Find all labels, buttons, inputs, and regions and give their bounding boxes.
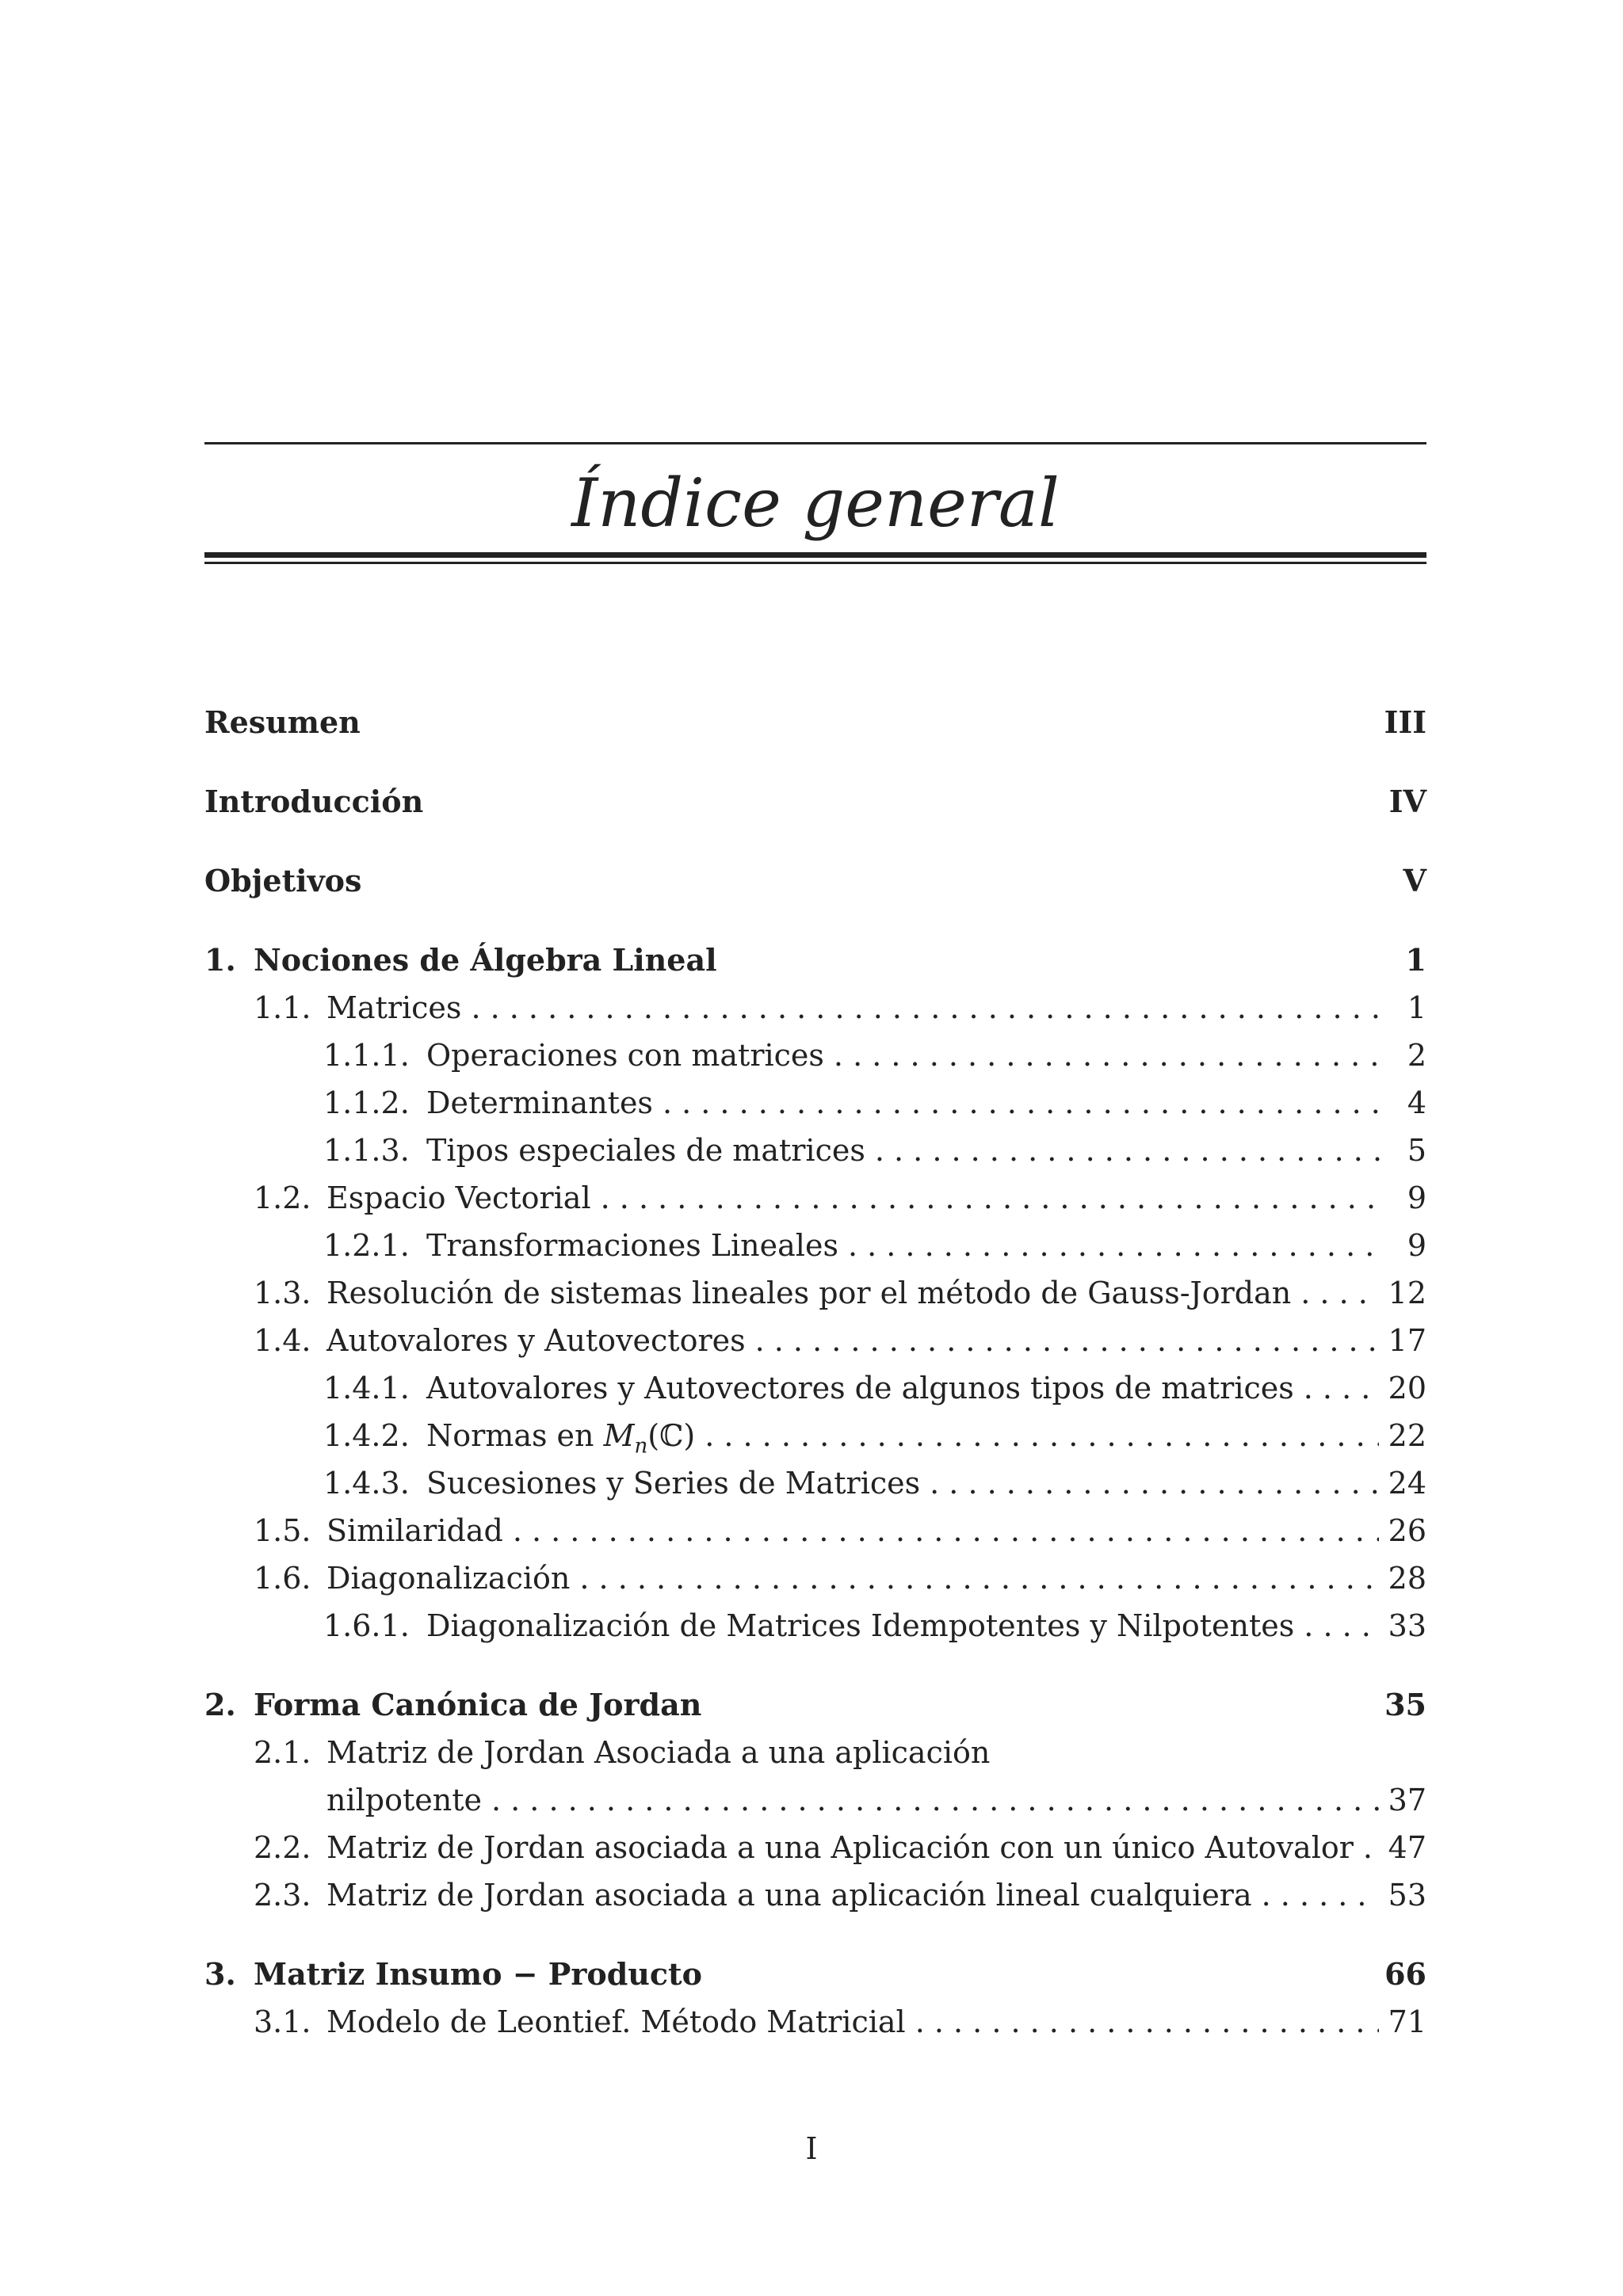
toc-section-number: 3.1. bbox=[254, 2004, 311, 2039]
toc-subsection[interactable] bbox=[204, 1079, 1426, 1127]
dot-leader bbox=[513, 1507, 1379, 1554]
toc-subsection-title: Transformaciones Lineales bbox=[426, 1228, 838, 1263]
toc-subsection-title: Sucesiones y Series de Matrices bbox=[426, 1466, 921, 1501]
dot-leader bbox=[471, 984, 1385, 1032]
toc-section[interactable] bbox=[204, 1824, 1426, 1871]
toc-section-title: Similaridad bbox=[327, 1513, 503, 1548]
toc-section-page: 9 bbox=[1407, 1180, 1426, 1215]
toc-entry-objetivos[interactable] bbox=[204, 857, 1426, 905]
toc-entry-resumen[interactable] bbox=[204, 699, 1426, 746]
toc-subsection-page: 20 bbox=[1388, 1371, 1426, 1405]
toc-subsection-number: 1.1.3. bbox=[323, 1133, 410, 1168]
toc-subsection-page: 24 bbox=[1388, 1466, 1426, 1501]
toc-section-title: Diagonalización bbox=[327, 1561, 571, 1596]
toc-chapter-1[interactable] bbox=[204, 936, 1426, 984]
toc-subsection-title: Operaciones con matrices bbox=[426, 1038, 824, 1073]
toc-section-page: 17 bbox=[1388, 1323, 1426, 1358]
dot-leader bbox=[491, 1776, 1379, 1824]
toc-subsection[interactable] bbox=[204, 1364, 1426, 1412]
dot-leader bbox=[1304, 1602, 1378, 1650]
dot-leader bbox=[848, 1222, 1385, 1269]
toc-section-title: Espacio Vectorial bbox=[327, 1180, 591, 1215]
toc-chapter-2[interactable] bbox=[204, 1681, 1426, 1729]
dot-leader bbox=[834, 1032, 1385, 1079]
toc-subsection-number: 1.4.3. bbox=[323, 1466, 410, 1501]
toc-entry-title: Introducción bbox=[204, 784, 424, 819]
toc-section-number: 1.6. bbox=[254, 1561, 311, 1596]
toc-section-title-continued: nilpotente bbox=[327, 1783, 482, 1817]
dot-leader bbox=[705, 1412, 1378, 1459]
dot-leader bbox=[579, 1554, 1378, 1602]
toc-section-number: 1.5. bbox=[254, 1513, 311, 1548]
toc-subsection-title: Diagonalización de Matrices Idempotentes y Nilpotentes bbox=[426, 1608, 1295, 1643]
title-bottom-rule-thin bbox=[204, 562, 1426, 564]
dot-leader bbox=[1262, 1871, 1379, 1919]
toc-section[interactable] bbox=[204, 984, 1426, 1032]
toc-subsection-title: Autovalores y Autovectores de algunos tipos de matrices bbox=[426, 1371, 1294, 1405]
toc-subsection[interactable] bbox=[204, 1602, 1426, 1650]
toc-subsection-title: Tipos especiales de matrices bbox=[426, 1133, 865, 1168]
toc-section-page: 26 bbox=[1388, 1513, 1426, 1548]
toc-section-number: 2.3. bbox=[254, 1878, 311, 1913]
dot-leader bbox=[1363, 1824, 1379, 1871]
toc-subsection-page: 22 bbox=[1388, 1418, 1426, 1453]
toc-chapter-title: Forma Canónica de Jordan bbox=[254, 1687, 702, 1722]
toc-section[interactable] bbox=[204, 1554, 1426, 1602]
toc-section-line2[interactable] bbox=[204, 1776, 1426, 1824]
toc-section-title: Matriz de Jordan Asociada a una aplicación bbox=[327, 1735, 991, 1770]
dot-leader bbox=[663, 1079, 1385, 1127]
toc-section-page: 37 bbox=[1388, 1783, 1426, 1817]
dot-leader bbox=[915, 1998, 1379, 2046]
toc-section-number: 2.1. bbox=[254, 1735, 311, 1770]
toc-subsection[interactable] bbox=[204, 1032, 1426, 1079]
toc-section[interactable] bbox=[204, 1871, 1426, 1919]
toc-section[interactable] bbox=[204, 1269, 1426, 1317]
toc-subsection[interactable] bbox=[204, 1127, 1426, 1174]
toc-subsection-number: 1.2.1. bbox=[323, 1228, 410, 1263]
toc-section-title: Modelo de Leontief. Método Matricial bbox=[327, 2004, 906, 2039]
toc-section-title: Matriz de Jordan asociada a una aplicación lineal cualquiera bbox=[327, 1878, 1252, 1913]
dot-leader bbox=[1304, 1364, 1379, 1412]
dot-leader bbox=[1300, 1269, 1378, 1317]
toc-section-number: 1.3. bbox=[254, 1276, 311, 1310]
toc-section-title: Matriz de Jordan asociada a una Aplicación con un único Autovalor bbox=[327, 1830, 1354, 1865]
toc-subsection[interactable] bbox=[204, 1412, 1426, 1459]
toc-section-number: 1.4. bbox=[254, 1323, 311, 1358]
toc-section-page: 12 bbox=[1388, 1276, 1426, 1310]
toc-section[interactable] bbox=[204, 1174, 1426, 1222]
dot-leader bbox=[601, 1174, 1385, 1222]
toc-chapter-page: 1 bbox=[1405, 942, 1426, 978]
toc-chapter-page: 35 bbox=[1384, 1687, 1426, 1722]
toc-chapter-3[interactable] bbox=[204, 1951, 1426, 1998]
toc-chapter-page: 66 bbox=[1384, 1956, 1426, 1992]
toc-subsection-page: 9 bbox=[1407, 1228, 1426, 1263]
dot-leader bbox=[930, 1459, 1379, 1507]
toc-chapter-number: 1. bbox=[204, 942, 236, 978]
toc-section[interactable] bbox=[204, 1507, 1426, 1554]
toc-chapter-number: 2. bbox=[204, 1687, 236, 1722]
toc-chapter-title: Matriz Insumo − Producto bbox=[254, 1956, 702, 1992]
toc-section-title: Autovalores y Autovectores bbox=[327, 1323, 746, 1358]
toc-section-page: 47 bbox=[1388, 1830, 1426, 1865]
toc-section-title: Matrices bbox=[327, 990, 462, 1025]
toc-subsection-number: 1.6.1. bbox=[323, 1608, 410, 1643]
toc-entry-page: III bbox=[1384, 704, 1426, 740]
toc-subsection-page: 33 bbox=[1388, 1608, 1426, 1643]
toc-section-number: 1.2. bbox=[254, 1180, 311, 1215]
toc-subsection-page: 2 bbox=[1407, 1038, 1426, 1073]
title-top-rule bbox=[204, 442, 1426, 444]
toc-subsection-number: 1.1.1. bbox=[323, 1038, 410, 1073]
toc-subsection-number: 1.4.2. bbox=[323, 1418, 410, 1453]
toc-entry-page: V bbox=[1403, 863, 1426, 898]
dot-leader bbox=[755, 1317, 1379, 1364]
toc-section-page: 71 bbox=[1388, 2004, 1426, 2039]
toc-entry-title: Objetivos bbox=[204, 863, 362, 898]
page-number: I bbox=[805, 2131, 818, 2166]
toc-entry-introduccion[interactable] bbox=[204, 778, 1426, 826]
toc-subsection-title: Normas en $M_n(ℂ)$ bbox=[426, 1418, 696, 1459]
toc-chapter-title: Nociones de Álgebra Lineal bbox=[254, 942, 717, 978]
toc-section-number: 1.1. bbox=[254, 990, 311, 1025]
toc-section-line1[interactable] bbox=[204, 1729, 1426, 1776]
toc-section[interactable] bbox=[204, 1998, 1426, 2046]
toc-section-number: 2.2. bbox=[254, 1830, 311, 1865]
toc-section-page: 53 bbox=[1388, 1878, 1426, 1913]
toc-section-title: Resolución de sistemas lineales por el método de Gauss-Jordan bbox=[327, 1276, 1292, 1310]
dot-leader bbox=[875, 1127, 1385, 1174]
toc-subsection-number: 1.1.2. bbox=[323, 1085, 410, 1120]
toc-section-page: 28 bbox=[1388, 1561, 1426, 1596]
toc-subsection-number: 1.4.1. bbox=[323, 1371, 410, 1405]
page-title: Índice general bbox=[571, 464, 1060, 542]
toc-chapter-number: 3. bbox=[204, 1956, 236, 1992]
toc-entry-page: IV bbox=[1388, 784, 1426, 819]
toc-entry-title: Resumen bbox=[204, 704, 361, 740]
toc-section-page: 1 bbox=[1407, 990, 1426, 1025]
toc-subsection-title: Determinantes bbox=[426, 1085, 653, 1120]
toc-subsection[interactable] bbox=[204, 1222, 1426, 1269]
toc-subsection[interactable] bbox=[204, 1459, 1426, 1507]
toc-subsection-page: 4 bbox=[1407, 1085, 1426, 1120]
title-bottom-rule-thick bbox=[204, 552, 1426, 558]
toc-section[interactable] bbox=[204, 1317, 1426, 1364]
toc-subsection-page: 5 bbox=[1407, 1133, 1426, 1168]
